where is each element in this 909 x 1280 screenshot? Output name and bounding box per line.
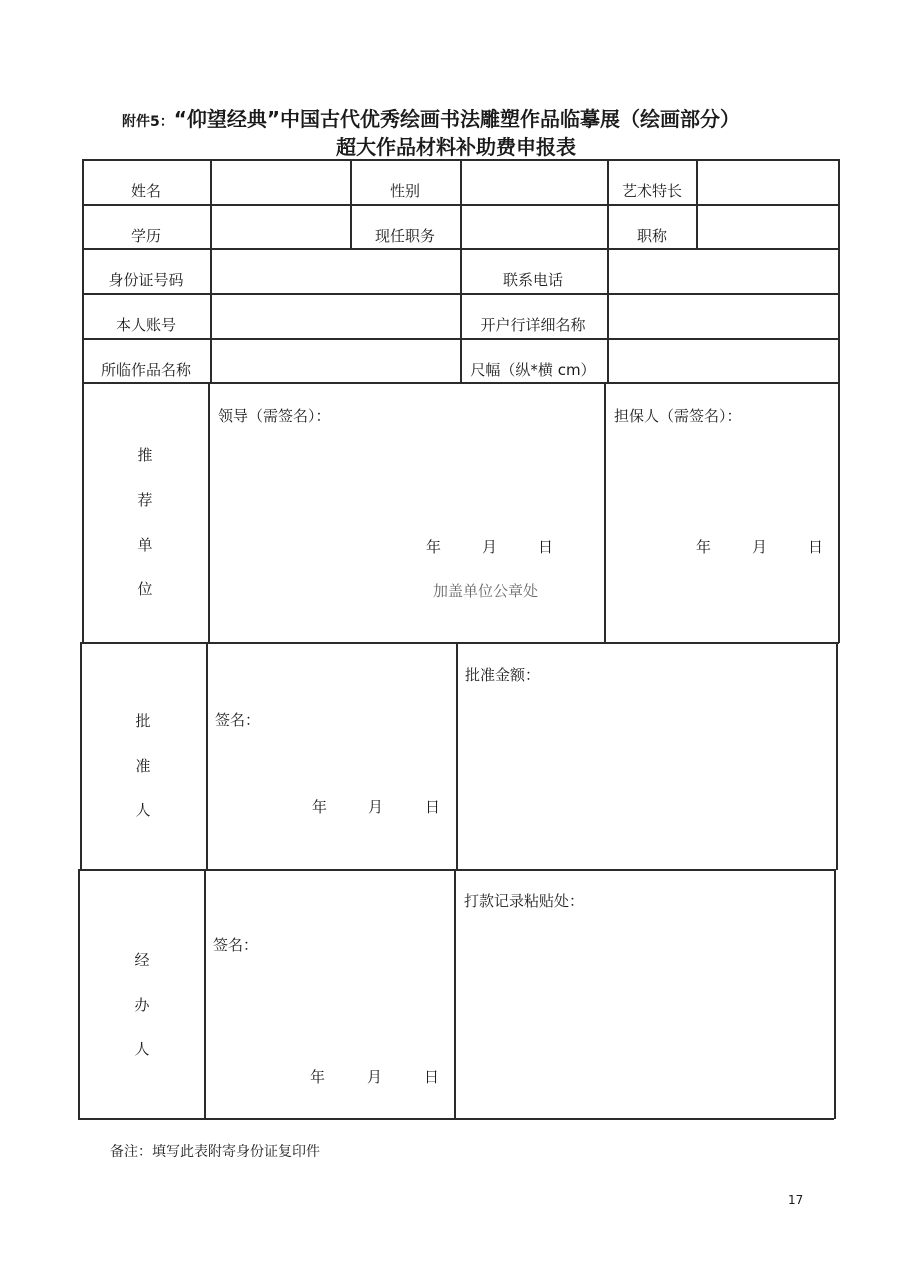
label-id-number: 身份证号码 bbox=[108, 271, 184, 289]
table-border-right bbox=[836, 642, 838, 870]
recommend-label-char: 单 bbox=[137, 536, 153, 554]
recommend-label-char: 推 bbox=[137, 446, 153, 464]
approver-month: 月 bbox=[368, 798, 384, 816]
col-line bbox=[454, 869, 456, 1119]
row-line bbox=[79, 869, 836, 871]
label-phone: 联系电话 bbox=[502, 271, 564, 289]
handler-year: 年 bbox=[310, 1068, 326, 1086]
handler-month: 月 bbox=[367, 1068, 383, 1086]
handler-signature-label: 签名： bbox=[213, 936, 259, 954]
payment-record-label: 打款记录粘贴处： bbox=[464, 892, 585, 910]
guarantor-month: 月 bbox=[752, 538, 768, 556]
seal-placeholder: 加盖单位公章处 bbox=[433, 582, 539, 600]
table-border-bottom bbox=[78, 1118, 834, 1120]
col-line bbox=[607, 159, 609, 383]
attachment-label: 附件5： bbox=[122, 114, 174, 130]
label-current-position: 现任职务 bbox=[374, 227, 436, 245]
handler-label-char: 人 bbox=[134, 1040, 150, 1058]
col-line bbox=[460, 159, 462, 383]
approver-label-char: 批 bbox=[135, 712, 151, 730]
label-name: 姓名 bbox=[130, 182, 162, 200]
table-border-left bbox=[78, 869, 80, 1119]
recommend-month: 月 bbox=[482, 538, 498, 556]
table-border-right bbox=[838, 159, 840, 643]
label-bank-detail: 开户行详细名称 bbox=[480, 316, 586, 334]
page-number: 17 bbox=[788, 1193, 804, 1207]
approver-signature-label: 签名： bbox=[215, 711, 261, 729]
table-border-left bbox=[82, 159, 84, 643]
handler-label-char: 经 bbox=[134, 951, 150, 969]
form-title-line1 bbox=[122, 103, 740, 132]
recommend-year: 年 bbox=[426, 538, 442, 556]
col-line bbox=[350, 159, 352, 249]
form-title-line2: 超大作品材料补助费申报表 bbox=[336, 135, 576, 159]
label-education: 学历 bbox=[130, 227, 162, 245]
approved-amount-label: 批准金额： bbox=[465, 666, 541, 684]
approver-year: 年 bbox=[312, 798, 328, 816]
col-line bbox=[604, 382, 606, 643]
remark-note: 备注：填写此表附寄身份证复印件 bbox=[110, 1144, 320, 1160]
col-line bbox=[210, 159, 212, 383]
col-line bbox=[208, 382, 210, 643]
label-copied-work: 所临作品名称 bbox=[100, 361, 192, 379]
label-gender: 性别 bbox=[389, 182, 421, 200]
recommend-day: 日 bbox=[538, 538, 554, 556]
label-size: 尺幅（纵*横 cm） bbox=[470, 361, 596, 379]
approver-day: 日 bbox=[425, 798, 441, 816]
col-line bbox=[456, 642, 458, 870]
recommend-label-char: 荐 bbox=[137, 491, 153, 509]
approver-label-char: 人 bbox=[135, 801, 151, 819]
exhibition-title: “仰望经典”中国古代优秀绘画书法雕塑作品临摹展（绘画部分） bbox=[173, 107, 741, 131]
table-border-right bbox=[834, 869, 836, 1119]
approver-label-char: 准 bbox=[135, 757, 151, 775]
handler-day: 日 bbox=[424, 1068, 440, 1086]
guarantor-year: 年 bbox=[696, 538, 712, 556]
label-account: 本人账号 bbox=[115, 316, 177, 334]
row-line bbox=[82, 642, 839, 644]
leader-signature-label: 领导（需签名）： bbox=[218, 407, 331, 425]
label-art-specialty: 艺术特长 bbox=[621, 182, 683, 200]
guarantor-signature-label: 担保人（需签名）： bbox=[614, 407, 742, 425]
col-line bbox=[204, 869, 206, 1119]
label-title-rank: 职称 bbox=[636, 227, 668, 245]
handler-label-char: 办 bbox=[134, 996, 150, 1014]
col-line bbox=[696, 159, 698, 249]
table-border-left bbox=[80, 642, 82, 870]
col-line bbox=[206, 642, 208, 870]
recommend-label-char: 位 bbox=[137, 580, 153, 598]
guarantor-day: 日 bbox=[808, 538, 824, 556]
